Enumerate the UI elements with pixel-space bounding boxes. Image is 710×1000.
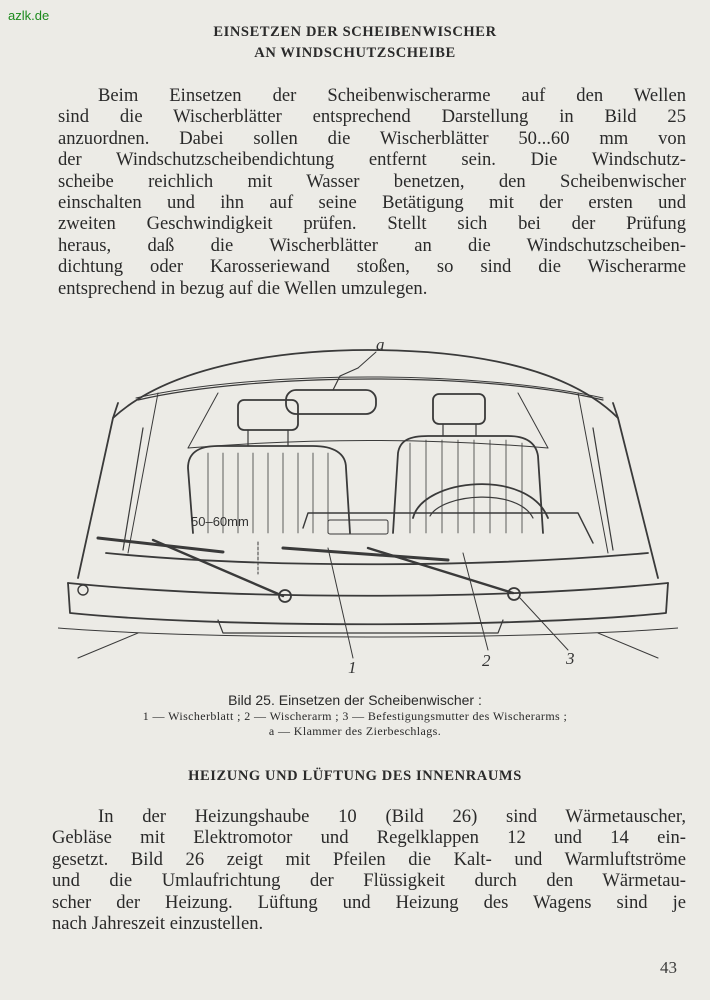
paragraph-line: anzuordnen. Dabei sollen die Wischerblätter 50...60 mm von (58, 127, 686, 149)
mirror (286, 390, 376, 414)
paragraph-line: Beim Einsetzen der Scheibenwischerarme auf den Wellen (98, 85, 686, 106)
roof-outline (113, 350, 618, 418)
page-number: 43 (660, 958, 677, 977)
paragraph-line: und die Umlaufrichtung der Flüssigkeit durch den Wärmetau- (52, 870, 686, 892)
caption-legend: a — Klammer des Zierbeschlags. (268, 724, 442, 738)
paragraph-line: nach Jahreszeit einzustellen. (52, 913, 264, 935)
paragraph-line: entsprechend in bezug auf die Wellen umzulegen. (58, 277, 428, 299)
paragraph-line: scher der Heizung. Lüftung und Heizung des Wagens sind je (52, 891, 686, 913)
right-pillar (613, 403, 658, 578)
caption-title: Bild 25. Einsetzen der Scheibenwischer : (228, 692, 482, 708)
figure-caption (0, 692, 710, 739)
leader-3 (520, 598, 568, 650)
callout-2: 2 (482, 651, 491, 670)
dimension-label: 50–60mm (191, 514, 249, 529)
paragraph-wipers (58, 85, 686, 299)
paragraph-line: sind die Wischerblätter entsprechend Darstellung in Bild 25 (58, 106, 686, 128)
windshield-wiper-illustration (58, 328, 678, 678)
paragraph-heating (52, 806, 686, 934)
heading-line: AN WINDSCHUTZSCHEIBE (254, 45, 456, 61)
site-watermark: azlk.de (8, 8, 50, 23)
wiper-arm-left (153, 540, 283, 596)
callout-1: 1 (348, 658, 357, 677)
illustration-svg (58, 328, 678, 678)
section-heading-wipers (0, 22, 710, 64)
paragraph-line: In der Heizungshaube 10 (Bild 26) sind Wärmetauscher, (98, 806, 686, 827)
section-heading-heating: HEIZUNG UND LÜFTUNG DES INNENRAUMS (188, 768, 522, 784)
paragraph-line: gesetzt. Bild 26 zeigt mit Pfeilen die Kalt- und Warmluftströme (52, 848, 686, 870)
left-pillar (78, 403, 118, 578)
paragraph-line: der Windschutzscheibendichtung entfernt sein. Die Windschutz- (58, 149, 686, 171)
wiper-blade-left (98, 538, 223, 552)
paragraph-line: heraus, daß die Wischerblätter an die Windschutzscheiben- (58, 234, 686, 256)
heading-line: EINSETZEN DER SCHEIBENWISCHER (213, 24, 497, 40)
wiper-arm-right (368, 548, 513, 593)
paragraph-line: zweiten Geschwindigkeit prüfen. Stellt sich bei der Prüfung (58, 213, 686, 235)
cowl-top (68, 583, 668, 596)
paragraph-line: scheibe reichlich mit Wasser benetzen, den Scheibenwischer (58, 170, 686, 192)
paragraph-line: Gebläse mit Elektromotor und Regelklappen 12 und 14 ein- (52, 827, 686, 849)
paragraph-line: dichtung oder Karosseriewand stoßen, so sind die Wischerarme (58, 256, 686, 278)
callout-3: 3 (566, 649, 575, 668)
caption-legend: 1 — Wischerblatt ; 2 — Wischerarm ; 3 — Befestigungsmutter des Wischerarms ; (142, 709, 568, 723)
paragraph-line: einschalten und ihn auf seine Betätigung mit der ersten und (58, 192, 686, 214)
leader-2 (463, 553, 488, 650)
callout-a: a (376, 335, 385, 354)
wiper-blade-right (283, 548, 448, 560)
